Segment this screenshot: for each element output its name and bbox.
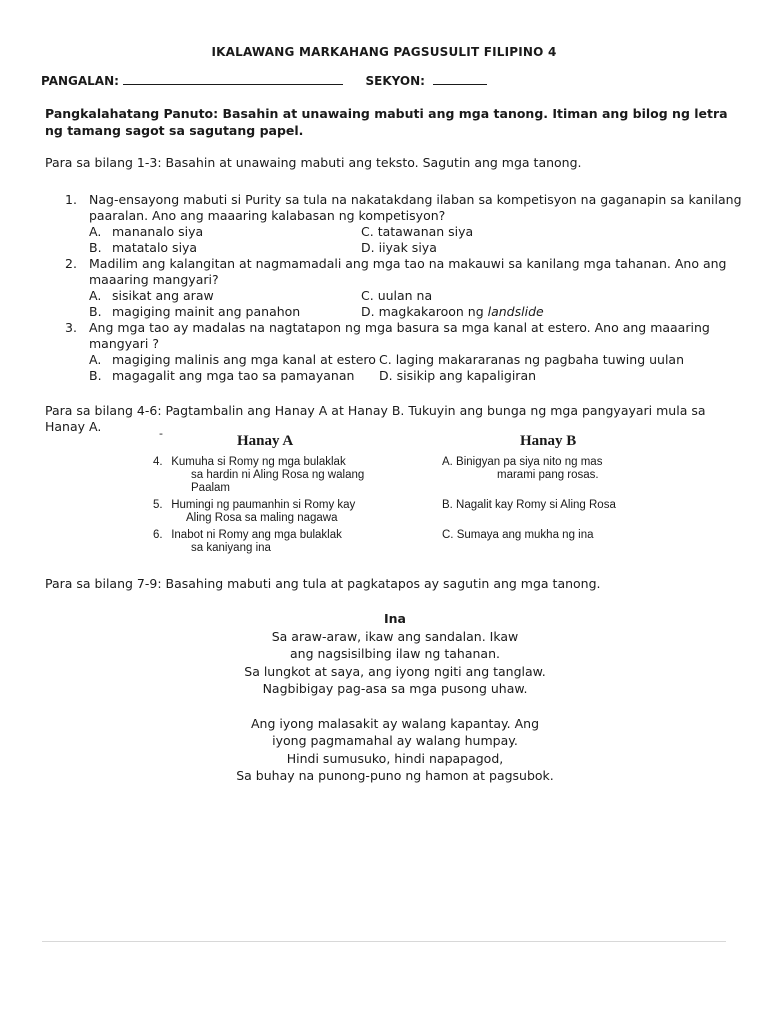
poem-line: Sa araw-araw, ikaw ang sandalan. Ikaw bbox=[271, 628, 519, 644]
choice-d: D. iiyak siya bbox=[361, 240, 437, 255]
choices bbox=[89, 288, 745, 320]
matching-table bbox=[150, 435, 650, 560]
choice-a: A. sisikat ang araw bbox=[89, 288, 214, 303]
poem-line: Nagbibigay pag-asa sa mga pusong uhaw. bbox=[262, 681, 528, 696]
name-label: PANGALAN: bbox=[41, 74, 119, 88]
part3-instruction: Para sa bilang 7-9: Basahing mabuti ang tula at pagkatapos ay sagutin ang mga tanong. bbox=[45, 576, 601, 591]
hanay-a-item-4: 4. Kumuha si Romy ng mga bulaklak sa hardin ni Aling Rosa ng walang Paalam bbox=[153, 456, 365, 494]
poem-line: Ang iyong malasakit ay walang kapantay. Ang bbox=[250, 715, 540, 731]
choice-c: C. uulan na bbox=[361, 288, 433, 303]
choice-b: B. magagalit ang mga tao sa pamayanan bbox=[89, 368, 355, 383]
question-stem: Ang mga tao ay madalas na nagtatapon ng mga basura sa mga kanal at estero. Ano ang maaaring mangyari ? bbox=[89, 320, 710, 351]
hanay-a-item-6: 6. Inabot ni Romy ang mga bulaklak sa kaniyang ina bbox=[153, 529, 342, 554]
section-blank bbox=[433, 73, 487, 85]
poem-line: Sa lungkot at saya, ang iyong ngiti ang tanglaw. bbox=[244, 663, 546, 679]
hanay-a-item-5: 5. Humingi ng paumanhin si Romy kay Aling Rosa sa maling nagawa bbox=[153, 499, 356, 524]
poem-title: Ina bbox=[384, 611, 406, 626]
choices bbox=[89, 224, 745, 256]
question-stem: Madilim ang kalangitan at nagmamadali ang mga tao na makauwi sa kanilang mga tahanan. Ano ang maaaring mangyari? bbox=[89, 256, 727, 287]
question-number: 1. bbox=[65, 192, 77, 207]
part1-instruction: Para sa bilang 1-3: Basahin at unawaing mabuti ang teksto. Sagutin ang mga tanong. bbox=[45, 155, 582, 170]
stray-mark: - bbox=[159, 427, 163, 440]
choice-c: C. tatawanan siya bbox=[361, 224, 474, 239]
choices bbox=[89, 352, 745, 384]
choice-b: B. magiging mainit ang panahon bbox=[89, 304, 301, 319]
question-number: 3. bbox=[65, 320, 77, 335]
hanay-a-title: Hanay A bbox=[237, 433, 294, 449]
choice-a: A. magiging malinis ang mga kanal at estero bbox=[89, 352, 376, 367]
poem bbox=[0, 610, 768, 785]
footer-divider bbox=[42, 941, 726, 942]
poem-line: Hindi sumusuko, hindi napapagod, bbox=[286, 750, 504, 766]
choice-a: A. mananalo siya bbox=[89, 224, 204, 239]
part2-instruction: Para sa bilang 4-6: Pagtambalin ang Hanay A at Hanay B. Tukuyin ang bunga ng mga pangyayari mula sa Hanay A. bbox=[45, 403, 706, 434]
choice-c: C. laging makararanas ng pagbaha tuwing uulan bbox=[379, 352, 684, 367]
name-blank bbox=[123, 73, 343, 85]
question-2 bbox=[65, 256, 745, 320]
poem-line: iyong pagmamahal ay walang humpay. bbox=[272, 733, 518, 748]
choice-d: D. sisikip ang kapaligiran bbox=[379, 368, 537, 383]
name-section-line bbox=[41, 73, 487, 88]
choice-d: D. magkakaroon ng landslide bbox=[361, 304, 544, 319]
choice-b: B. matatalo siya bbox=[89, 240, 198, 255]
hanay-b-item-a: A. Binigyan pa siya nito ng mas marami pang rosas. bbox=[442, 456, 603, 481]
question-1 bbox=[65, 192, 745, 256]
section-label: SEKYON: bbox=[365, 74, 425, 88]
exam-title: IKALAWANG MARKAHANG PAGSUSULIT FILIPINO 4 bbox=[211, 45, 557, 59]
question-stem: Nag-ensayong mabuti si Purity sa tula na nakatakdang ilaban sa kompetisyon na gaganapin sa kanilang paaralan. Ano ang maaaring kalabasan ng kompetisyon? bbox=[89, 192, 742, 223]
poem-line: Sa buhay na punong-puno ng hamon at pagsubok. bbox=[236, 768, 554, 783]
question-3 bbox=[65, 320, 745, 384]
hanay-b-item-b: B. Nagalit kay Romy si Aling Rosa bbox=[442, 499, 616, 511]
question-number: 2. bbox=[65, 256, 77, 271]
hanay-b-title: Hanay B bbox=[520, 433, 577, 449]
hanay-b-item-c: C. Sumaya ang mukha ng ina bbox=[442, 529, 594, 541]
general-directions: Pangkalahatang Panuto: Basahin at unawaing mabuti ang mga tanong. Itiman ang bilog ng letra ng tamang sagot sa sagutang papel. bbox=[45, 106, 728, 138]
poem-line: ang nagsisilbing ilaw ng tahanan. bbox=[290, 646, 500, 661]
